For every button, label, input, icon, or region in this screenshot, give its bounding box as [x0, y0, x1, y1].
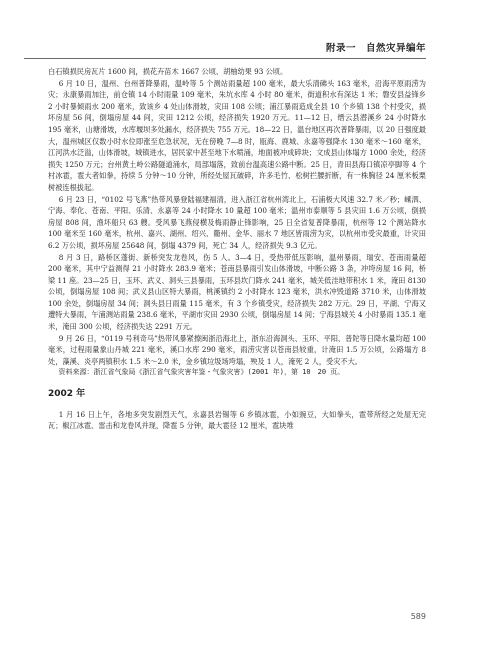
year-heading: 2002 年 — [48, 389, 86, 400]
page-number: 589 — [410, 612, 426, 621]
paragraph: 6 月 10 日，温州、台州普降暴雨，温岭等 5 个测站雨量超 100 毫米，最大乐清砩头 163 毫米，沿海平原雨涝为灾；永康暴雨加注，前仓镇 14 小时雨量 109 毫米，朱坑水库 4 小时 80 毫米，街道积水有深达 1 米；磐安县益锋乡 2 小时暴倾雨水 200 毫米，致该乡 4 处山体滑坡，灾田 108 公顷；浦江暴雨造成全县 10 个乡镇 138 个村受灾，损坏房屋 56 间，倒塌房屋 44 间，灾田 1212 公顷，经济损失 1920 万元。11—12 日，缙云县潜溪乡 24 小时降水 195 毫米，山塘滑坡，水库堰坝多处漏水，经济损失 755 万元。18—22 日，温台地区再次普降暴雨，以 20 日强度最大，温州城区仅数小时水位即涨至危急状况，无在傍晚 7—8 时，瓯海、鹿城、永嘉等强降水 130 毫米～160 毫米，江河洪水泛溢，山体滑坡，城镇进水，居民家中甚至地下水喷涌，地面被冲成碎块；文成县山体塌方 1000 余处，经济损失 1250 万元；台州黄土岭公路隧道涌水，局部塌落，致前台温高速公路中断。25 日，青田县海口镇凉亭脚等 4 个村冰雹，雹大者如拳，持续 5 分钟～10 分钟，所经处屋瓦破碎，许多毛竹、松树拦腰折断，有一株胸径 24 厘米板栗树被连根拔起。 — [48, 78, 426, 192]
header-divider — [24, 58, 426, 59]
paragraph: 6 月 23 日，“0102 号飞燕”热带风暴登陆福建福清，进入浙江省杭州湾北上，石浦极大风速 32.7 米／秒；嵊泗、宁海、奉化、苍南、平阳、乐清、永嘉等 24 小时降水 10 量超 100 毫米；温州市泰顺等 5 县灾田 1.6 万公顷，倒损房屋 808 间，渔坏船只 63 艘。受风暴飞燕侵横及梅雨静止锋影响，25 日全省复普降暴雨，杭州等 12 个测站降水 100 毫米至 160 毫米，杭州、嘉兴、湖州、绍兴、衢州、金华、丽水 7 地区皆雨涝为灾，以杭州市受灾最重，计灾田 6.2 万公顷，损坏房屋 25648 间，倒塌 4379 间，死亡 34 人，经济损失 9.3 亿元。 — [48, 194, 426, 250]
header-title: 附录一 自然灾异编年 — [325, 43, 426, 54]
paragraph: 8 月 3 日，路桥区蓬街、新桥突发龙卷风，伤 5 人。3—4 日，受热带低压影响，温州暴雨，瑞安、苍南雨量超 200 毫米，其中宁益测得 21 小时降水 283.9 毫米；苍南县暴雨引发山体滑坡，中断公路 3 条，冲垮房屋 16 间，桥梁 11 座。23—25 日，玉环、武义、洞头三县暴雨，玉环县坎门降水 241 毫米，城关低洼地带积水 1 米，淹田 8130 公顷，倒塌房屋 108 间；武义县山区特大暴雨，桃溪镇约 2 小时降水 123 毫米，洪水冲毁道路 3710 米，山体滑坡 100 余处，倒塌房屋 34 间；洞头县日雨量 115 毫米，有 3 个乡镇受灾，经济损失 282 万元。29 日，平湖、宁海又遭特大暴雨，午浦测站雨量 238.6 毫米，平湖市灾田 2930 公顷，倒塌房屋 14 间；宁海县城关 4 小时暴雨 135.1 毫米，淹田 300 公顷，经济损失达 2291 万元。 — [48, 252, 426, 332]
paragraph: 1 月 16 日上午，各地多突发剧烈天气，永嘉县岩锡等 6 乡镇冰雹，小如豌豆，大如拳头，雹带所经之处屋无完瓦；椒江冰雹、雷击和龙卷风并现，降雹 5 分钟，最大雹径 12 厘米，雹块堆 — [48, 409, 426, 431]
running-header — [24, 40, 426, 56]
paragraph: 白石镇损民房瓦片 1600 间，损花卉苗木 1667 公顷、胡柚幼果 93 公顷。 — [48, 67, 288, 76]
source-note: 资料来源：浙江省气象局《浙江省气象灾害年鉴・气象灾害》(2001 年)，第 10 20 页。 — [58, 368, 345, 377]
paragraph: 9 月 26 日，“0119 号利奇马”热带风暴紧擦闽浙沿海北上，浙东沿海洞头、玉环、平阳、普陀等日降水量均超 100 毫米，过程雨量象山丹城 221 毫米，溪口水库 290 毫米，雨涝灾害以苍南县较重，计淹田 1.5 万公顷，公路塌方 8 处，藻溪、炎亭两镇积水 1.5 米～2.0 米，金乡镇垃圾场垮塌，殃及 1 人，淹死 2 人，受灾不大。 — [48, 333, 426, 366]
page-body — [48, 66, 426, 432]
